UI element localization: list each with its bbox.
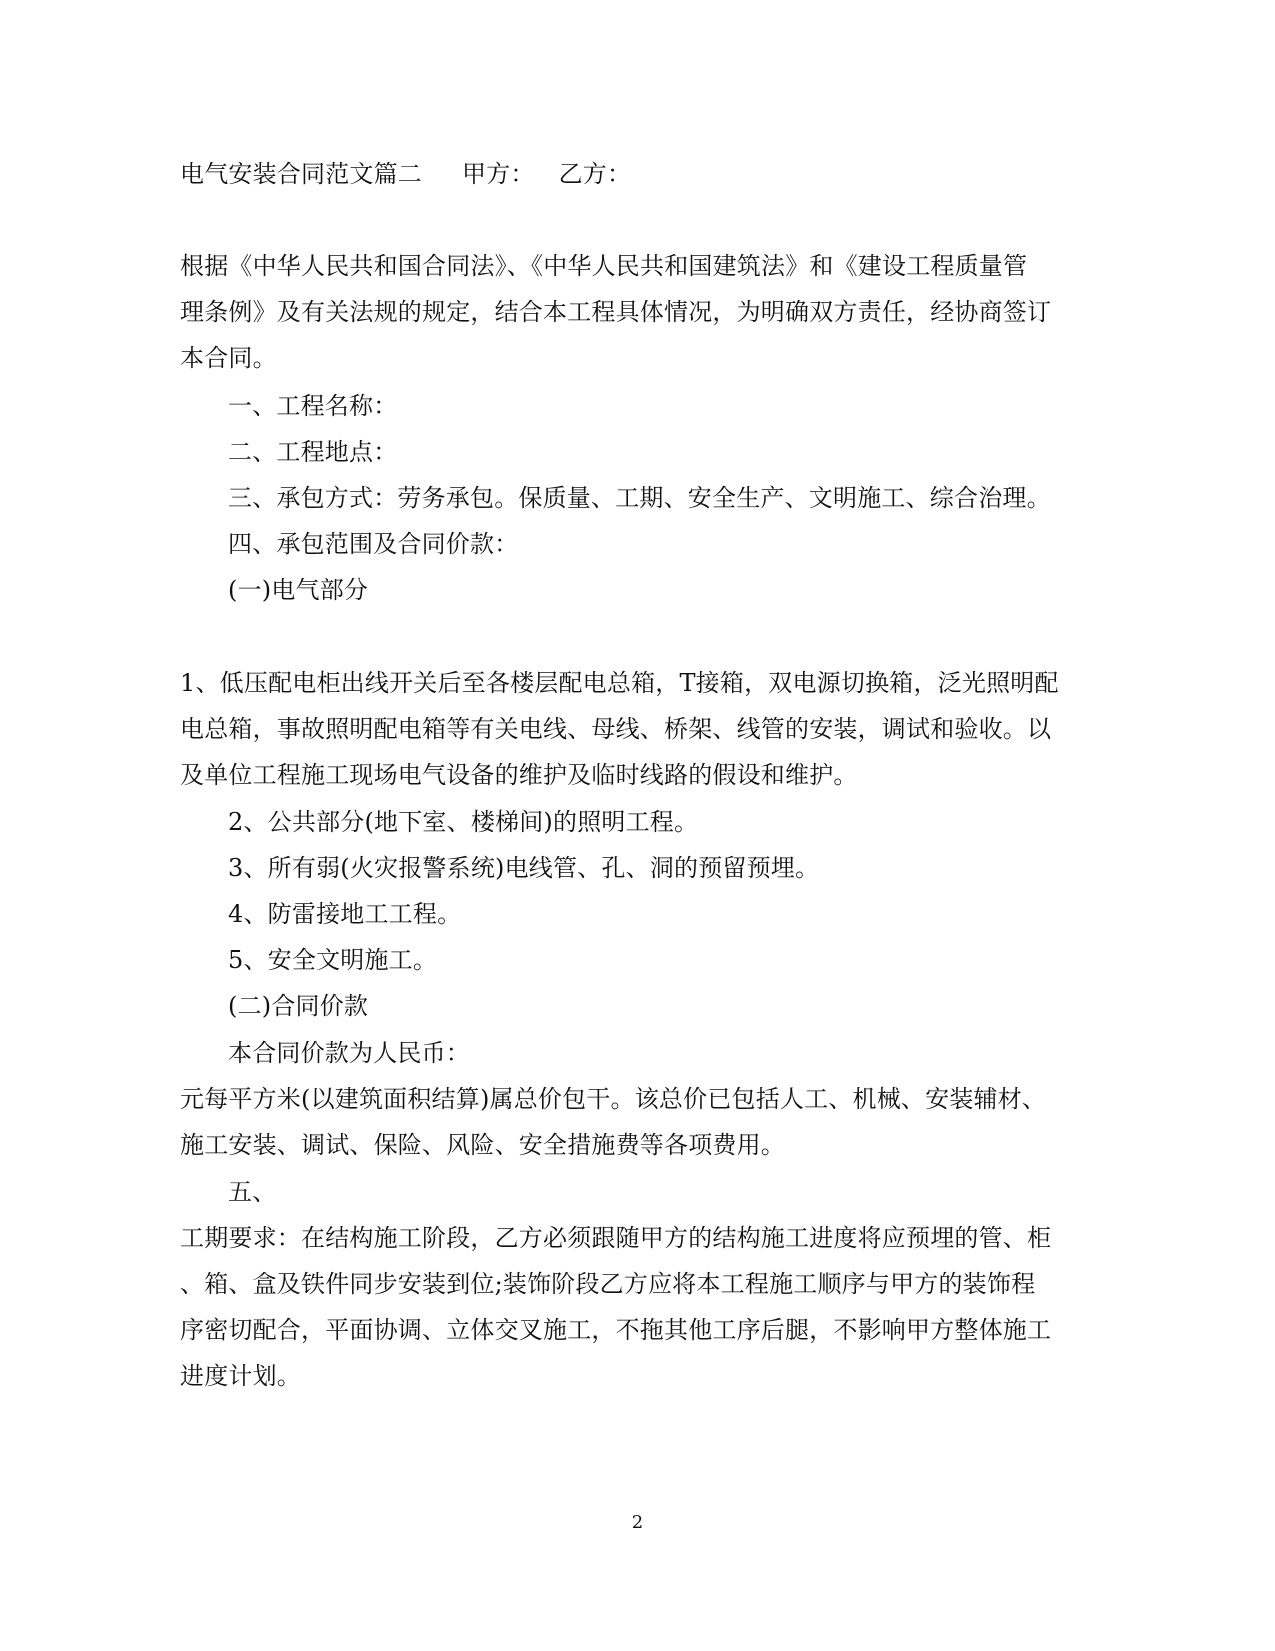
paragraph-line: 电总箱，事故照明配电箱等有关电线、母线、桥架、线管的安装，调试和验收。以 [180,715,1052,743]
section-heading: 四、承包范围及合同价款： [228,530,519,558]
paragraph-line: 理条例》及有关法规的规定，结合本工程具体情况，为明确双方责任，经协商签订 [180,298,1052,326]
paragraph-line: 施工安装、调试、保险、风险、安全措施费等各项费用。 [180,1131,785,1159]
section-heading: 五、 [228,1178,277,1206]
list-item: 2、公共部分(地下室、楼梯间)的照明工程。 [228,808,699,836]
document-title: 电气安装合同范文篇二 [180,160,422,188]
paragraph-line: 及单位工程施工现场电气设备的维护及临时线路的假设和维护。 [180,761,858,789]
list-item: 4、防雷接地工工程。 [228,900,462,928]
section-heading: 三、承包方式：劳务承包。保质量、工期、安全生产、文明施工、综合治理。 [228,484,1051,512]
party-b-label: 乙方： [558,160,632,188]
paragraph-line: 序密切配合，平面协调、立体交叉施工，不拖其他工序后腿，不影响甲方整体施工 [180,1316,1052,1344]
paragraph-line: 工期要求：在结构施工阶段，乙方必须跟随甲方的结构施工进度将应预埋的管、柜 [180,1224,1052,1252]
section-heading: 二、工程地点： [228,438,398,466]
title-line [180,158,631,190]
paragraph-line: 根据《中华人民共和国合同法》、《中华人民共和国建筑法》和《建设工程质量管 [180,252,1028,280]
subsection-heading: (一)电气部分 [228,576,369,604]
page-number: 2 [631,1512,644,1533]
paragraph-line: 本合同。 [180,344,277,372]
list-item: 5、安全文明施工。 [228,946,438,974]
subsection-heading: (二)合同价款 [228,992,369,1020]
paragraph-line: 、箱、盒及铁件同步安装到位;装饰阶段乙方应将本工程施工顺序与甲方的装饰程 [180,1270,1036,1298]
list-item: 3、所有弱(火灾报警系统)电线管、孔、洞的预留预埋。 [228,854,820,882]
paragraph-line: 元每平方米(以建筑面积结算)属总价包干。该总价已包括人工、机械、安装辅材、 [180,1085,1047,1113]
party-a-label: 甲方： [462,160,535,188]
paragraph-line: 进度计划。 [180,1362,301,1390]
paragraph-line: 本合同价款为人民币： [228,1039,470,1067]
section-heading: 一、工程名称： [228,392,398,420]
paragraph-line: 1、低压配电柜出线开关后至各楼层配电总箱，T接箱，双电源切换箱，泛光照明配 [180,669,1059,697]
